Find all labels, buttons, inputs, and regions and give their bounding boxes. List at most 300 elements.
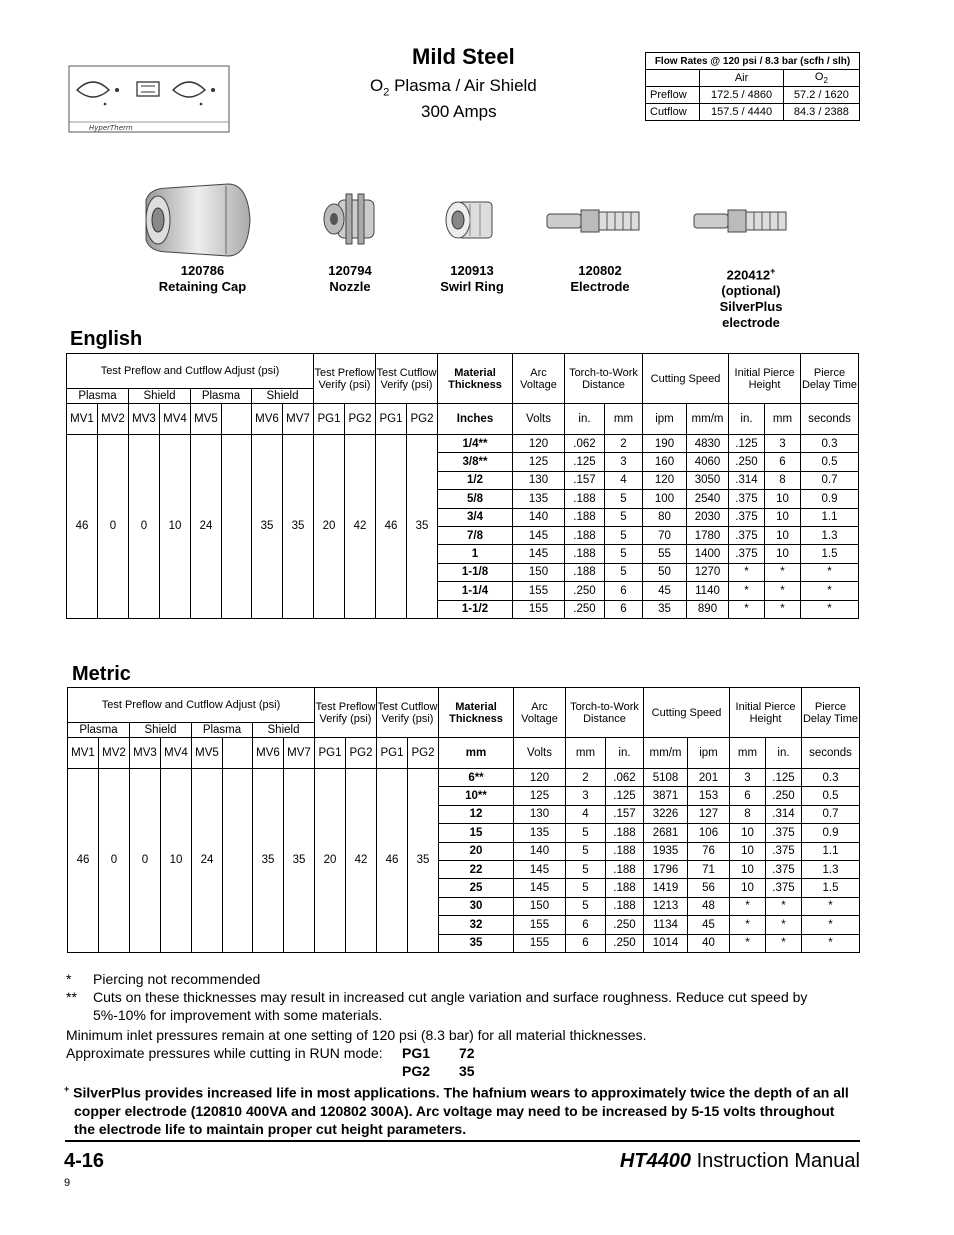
valve-header-pg1: PG1 [377,738,408,769]
data-cell: * [802,934,860,952]
unit-u_s1: ipm [643,404,687,435]
cutting-speed-header: Cutting Speed [644,688,730,738]
valve-setting-cut_pg1: 46 [376,435,407,619]
data-cell: * [801,563,859,581]
data-cell: * [765,563,801,581]
data-cell: .250 [606,916,644,934]
note-double-asterisk: ** Cuts on these thicknesses may result in increased cut angle variation and surface roughness. Reduce cut speed by 5%-10% for improvement with some materials. [66,989,808,1023]
data-cell: .125 [606,787,644,805]
data-cell: .157 [565,471,605,489]
thickness-cell: 3/4 [438,508,513,526]
data-cell: 10 [765,508,801,526]
data-cell: 10 [730,824,766,842]
data-cell: .375 [766,824,802,842]
thickness-cell: 1-1/8 [438,563,513,581]
data-cell: 6 [605,600,643,618]
data-cell: 10 [765,490,801,508]
data-cell: * [730,916,766,934]
data-cell: .375 [729,526,765,544]
shield-group-header: Shield [130,723,192,738]
data-cell: .188 [606,897,644,915]
valve-setting-mv7: 35 [283,435,314,619]
data-cell: 130 [513,471,565,489]
data-cell: .314 [729,471,765,489]
valve-setting-mv4: 10 [160,435,191,619]
data-cell: 5108 [644,769,688,787]
data-cell: 2540 [687,490,729,508]
unit-u_p1: in. [729,404,765,435]
data-cell: 10 [765,526,801,544]
retaining-cap-image [138,180,253,260]
data-cell: .062 [565,435,605,453]
plasma-group-header: Plasma [67,389,129,404]
data-cell: * [766,934,802,952]
thickness-cell: 7/8 [438,526,513,544]
data-cell: 70 [643,526,687,544]
blank-header [222,404,252,435]
data-cell: 6 [605,582,643,600]
metric-cut-chart-table [67,687,860,953]
data-cell: 0.9 [801,490,859,508]
part-electrode: 120802 Electrode [570,263,630,294]
nozzle-image [318,190,388,248]
part-retaining-cap: 120786 Retaining Cap [158,263,247,294]
thickness-cell: 1-1/2 [438,600,513,618]
thickness-cell: 20 [439,842,514,860]
adjust-header: Test Preflow and Cutflow Adjust (psi) [68,688,315,723]
data-cell: 4 [605,471,643,489]
pg1-label: PG1 [402,1045,431,1061]
data-cell: * [801,582,859,600]
data-cell: 1.1 [801,508,859,526]
data-cell: .375 [729,545,765,563]
data-cell: 4830 [687,435,729,453]
data-cell: .250 [729,453,765,471]
data-cell: 48 [688,897,730,915]
data-cell: 5 [605,526,643,544]
valve-setting-pre_pg1: 20 [314,435,345,619]
test-preflow-header: Test Preflow Verify (psi) [315,688,377,738]
data-cell: 145 [514,879,566,897]
pierce-delay-header: Pierce Delay Time [801,354,859,404]
unit-u_p1: mm [730,738,766,769]
data-cell: 5 [566,824,606,842]
data-cell: 3871 [644,787,688,805]
silverplus-electrode-image [690,204,790,236]
data-cell: 1014 [644,934,688,952]
data-cell: * [729,563,765,581]
thickness-cell: 5/8 [438,490,513,508]
data-cell: 150 [514,897,566,915]
thickness-cell: 15 [439,824,514,842]
data-cell: 1134 [644,916,688,934]
data-cell: 1.3 [802,860,860,878]
data-cell: * [730,934,766,952]
flow-cell: 84.3 / 2388 [783,104,859,121]
shield-group-header: Shield [252,389,314,404]
data-cell: 0.5 [802,787,860,805]
flow-cell: 172.5 / 4860 [700,87,783,104]
valve-header-pg2: PG2 [346,738,377,769]
data-cell: 1270 [687,563,729,581]
thickness-cell: 10** [439,787,514,805]
valve-setting-mv4: 10 [161,769,192,953]
flow-cell: 157.5 / 4440 [700,104,783,121]
pierce-delay-header: Pierce Delay Time [802,688,860,738]
thickness-cell: 3/8** [438,453,513,471]
valve-header-mv4: MV4 [160,404,191,435]
valve-setting-mv1: 46 [67,435,98,619]
valve-setting-cut_pg2: 35 [407,435,438,619]
page-number: 4-16 [64,1150,105,1172]
data-cell: 160 [643,453,687,471]
thickness-cell: 30 [439,897,514,915]
data-cell: * [802,916,860,934]
data-cell: * [766,897,802,915]
data-cell: 120 [513,435,565,453]
amps-subtitle: 300 Amps [421,102,497,121]
unit-u_p2: mm [765,404,801,435]
pierce-height-header: Initial Pierce Height [729,354,801,404]
data-cell: 120 [514,769,566,787]
data-cell: 153 [688,787,730,805]
data-cell: 6 [566,916,606,934]
thickness-cell: 1-1/4 [438,582,513,600]
valve-header-mv2: MV2 [99,738,130,769]
data-cell: 4 [566,805,606,823]
data-cell: * [730,897,766,915]
data-cell: 145 [513,526,565,544]
metric-heading: Metric [72,663,131,685]
valve-setting-mv3: 0 [130,769,161,953]
data-cell: .250 [606,934,644,952]
valve-header-mv2: MV2 [98,404,129,435]
data-cell: 135 [514,824,566,842]
data-cell: 140 [513,508,565,526]
data-cell: 1.5 [802,879,860,897]
data-cell: .375 [729,490,765,508]
valve-setting-mv5: 24 [191,435,222,619]
data-cell: .188 [565,526,605,544]
unit-u_d2: mm [605,404,643,435]
arc-voltage-header: Arc Voltage [513,354,565,404]
data-cell: 10 [765,545,801,563]
unit-thickness: Inches [438,404,513,435]
data-cell: * [801,600,859,618]
plasma-group-header: Plasma [192,723,253,738]
valve-setting-pre_pg2: 42 [345,435,376,619]
flow-rates-table [645,52,860,121]
pg2-value: 35 [459,1063,475,1079]
data-cell: 135 [513,490,565,508]
data-cell: 2 [566,769,606,787]
unit-u_t: seconds [801,404,859,435]
data-cell: 45 [688,916,730,934]
unit-u_t: seconds [802,738,860,769]
valve-setting-pre_pg1: 20 [315,769,346,953]
valve-header-mv3: MV3 [129,404,160,435]
data-cell: * [766,916,802,934]
data-cell: 80 [643,508,687,526]
data-cell: 3 [765,435,801,453]
data-cell: .157 [606,805,644,823]
data-cell: .250 [565,600,605,618]
flow-col-air: Air [700,70,783,87]
data-cell: 1935 [644,842,688,860]
data-cell: .188 [606,824,644,842]
torch-distance-header: Torch-to-Work Distance [565,354,643,404]
blank-cell [223,769,253,953]
note-min-inlet: Minimum inlet pressures remain at one setting of 120 psi (8.3 bar) for all material thicknesses. [66,1027,647,1043]
valve-header-pg2: PG2 [408,738,439,769]
thickness-cell: 25 [439,879,514,897]
valve-setting-mv1: 46 [68,769,99,953]
thickness-cell: 1 [438,545,513,563]
valve-setting-mv2: 0 [99,769,130,953]
table-row [68,769,860,787]
data-cell: 3226 [644,805,688,823]
data-cell: 106 [688,824,730,842]
data-cell: 125 [514,787,566,805]
data-cell: 155 [513,600,565,618]
flow-rates-title: Flow Rates @ 120 psi / 8.3 bar (scfh / slh) [646,53,860,70]
valve-header-pg1: PG1 [376,404,407,435]
data-cell: 45 [643,582,687,600]
data-cell: * [765,582,801,600]
data-cell: 1419 [644,879,688,897]
data-cell: 2681 [644,824,688,842]
data-cell: * [729,600,765,618]
data-cell: 1213 [644,897,688,915]
data-cell: 35 [643,600,687,618]
data-cell: .125 [729,435,765,453]
flow-row-label: Cutflow [646,104,700,121]
valve-header-pg2: PG2 [407,404,438,435]
shield-group-header: Shield [129,389,191,404]
unit-thickness: mm [439,738,514,769]
data-cell: 71 [688,860,730,878]
data-cell: 190 [643,435,687,453]
thickness-cell: 22 [439,860,514,878]
data-cell: 0.7 [801,471,859,489]
data-cell: 890 [687,600,729,618]
data-cell: 10 [730,842,766,860]
data-cell: 1.5 [801,545,859,563]
test-preflow-header: Test Preflow Verify (psi) [314,354,376,404]
blank-header [223,738,253,769]
data-cell: 6 [765,453,801,471]
unit-u_d2: in. [606,738,644,769]
thickness-cell: 32 [439,916,514,934]
flow-col-o2: $O_2$ [783,70,859,87]
part-silverplus-electrode: 220412+ (optional) SilverPlus electrode [719,266,783,331]
thickness-cell: 35 [439,934,514,952]
data-cell: 5 [605,563,643,581]
arc-voltage-header: Arc Voltage [514,688,566,738]
shield-group-header: Shield [253,723,315,738]
data-cell: 5 [566,879,606,897]
valve-setting-mv5: 24 [192,769,223,953]
material-thickness-header: Material Thickness [439,688,514,738]
data-cell: 145 [514,860,566,878]
valve-setting-cut_pg1: 46 [377,769,408,953]
english-heading: English [70,328,143,350]
data-cell: 3050 [687,471,729,489]
unit-u_s2: mm/m [687,404,729,435]
data-cell: 3 [566,787,606,805]
data-cell: 155 [514,916,566,934]
data-cell: 1.1 [802,842,860,860]
data-cell: .062 [606,769,644,787]
data-cell: .375 [766,842,802,860]
data-cell: .125 [766,769,802,787]
data-cell: .188 [606,842,644,860]
data-cell: 5 [566,842,606,860]
unit-u_d1: mm [566,738,606,769]
gas-subtitle: $O_2$ Plasma / Air Shield [370,76,537,99]
data-cell: 3 [730,769,766,787]
valve-setting-mv3: 0 [129,435,160,619]
data-cell: .188 [565,508,605,526]
data-cell: 5 [605,490,643,508]
part-swirl-ring: 120913 Swirl Ring [440,263,504,294]
flow-cell: 57.2 / 1620 [783,87,859,104]
unit-u_p2: in. [766,738,802,769]
data-cell: 0.3 [802,769,860,787]
data-cell: 5 [605,545,643,563]
data-cell: 0.3 [801,435,859,453]
data-cell: 0.5 [801,453,859,471]
data-cell: 3 [605,453,643,471]
valve-header-mv3: MV3 [130,738,161,769]
flow-row-label: Preflow [646,87,700,104]
pg2-label: PG2 [402,1063,431,1079]
data-cell: * [729,582,765,600]
valve-header-pg1: PG1 [315,738,346,769]
data-cell: 5 [566,860,606,878]
valve-header-mv7: MV7 [283,404,314,435]
data-cell: 140 [514,842,566,860]
unit-u_d1: in. [565,404,605,435]
note-asterisk: * Piercing not recommended [66,971,261,987]
part-nozzle: 120794 Nozzle [328,263,372,294]
data-cell: 56 [688,879,730,897]
data-cell: 150 [513,563,565,581]
data-cell: 5 [566,897,606,915]
data-cell: 155 [513,582,565,600]
data-cell: 120 [643,471,687,489]
note-silverplus: + SilverPlus provides increased life in most applications. The hafnium wears to approximately twice the depth of an all copper electrode (120810 400VA and 120802 300A). Arc voltage may need to be increased by 5-15 volts throughout the electrode life to maintain proper cut height parameters. [64,1084,849,1137]
valve-setting-mv6: 35 [252,435,283,619]
valve-header-mv6: MV6 [253,738,284,769]
data-cell: 6 [730,787,766,805]
english-cut-chart-table [66,353,859,619]
valve-header-mv1: MV1 [67,404,98,435]
valve-header-mv5: MV5 [191,404,222,435]
torch-distance-header: Torch-to-Work Distance [566,688,644,738]
data-cell: 2030 [687,508,729,526]
data-cell: 40 [688,934,730,952]
data-cell: * [802,897,860,915]
thickness-cell: 1/4** [438,435,513,453]
logo-text: HyperTherm [89,124,133,132]
data-cell: 1780 [687,526,729,544]
data-cell: .188 [565,490,605,508]
valve-header-mv1: MV1 [68,738,99,769]
cutting-speed-header: Cutting Speed [643,354,729,404]
data-cell: .250 [565,582,605,600]
data-cell: 1140 [687,582,729,600]
table-row [67,435,859,453]
data-cell: .188 [565,545,605,563]
data-cell: 201 [688,769,730,787]
unit-u_volts: Volts [514,738,566,769]
data-cell: .188 [606,860,644,878]
data-cell: 6 [566,934,606,952]
data-cell: .375 [729,508,765,526]
plasma-group-header: Plasma [68,723,130,738]
valve-header-mv4: MV4 [161,738,192,769]
data-cell: 1.3 [801,526,859,544]
adjust-header: Test Preflow and Cutflow Adjust (psi) [67,354,314,389]
pierce-height-header: Initial Pierce Height [730,688,802,738]
manual-title: HT4400 Instruction Manual [619,1150,860,1172]
data-cell: 8 [765,471,801,489]
data-cell: * [765,600,801,618]
valve-setting-cut_pg2: 35 [408,769,439,953]
electrode-image [543,204,643,236]
data-cell: 1400 [687,545,729,563]
data-cell: 10 [730,860,766,878]
blank-cell [222,435,252,619]
valve-setting-mv6: 35 [253,769,284,953]
data-cell: 0.7 [802,805,860,823]
data-cell: 0.9 [802,824,860,842]
valve-header-mv5: MV5 [192,738,223,769]
note-approx-pressures: Approximate pressures while cutting in RUN mode: [66,1045,383,1061]
valve-header-mv6: MV6 [252,404,283,435]
thickness-cell: 12 [439,805,514,823]
material-thickness-header: Material Thickness [438,354,513,404]
data-cell: 130 [514,805,566,823]
data-cell: 76 [688,842,730,860]
page-title: Mild Steel [412,44,515,69]
test-cutflow-header: Test Cutflow Verify (psi) [376,354,438,404]
plasma-group-header: Plasma [191,389,252,404]
unit-u_volts: Volts [513,404,565,435]
data-cell: 50 [643,563,687,581]
data-cell: .250 [766,787,802,805]
data-cell: 10 [730,879,766,897]
data-cell: 125 [513,453,565,471]
data-cell: 145 [513,545,565,563]
data-cell: .375 [766,879,802,897]
data-cell: .125 [565,453,605,471]
data-cell: 1796 [644,860,688,878]
data-cell: 155 [514,934,566,952]
data-cell: 8 [730,805,766,823]
valve-setting-mv7: 35 [284,769,315,953]
data-cell: 100 [643,490,687,508]
valve-setting-mv2: 0 [98,435,129,619]
footer-rule [65,1140,860,1142]
data-cell: 2 [605,435,643,453]
data-cell: 5 [605,508,643,526]
thickness-cell: 1/2 [438,471,513,489]
valve-header-pg1: PG1 [314,404,345,435]
data-cell: .188 [606,879,644,897]
valve-header-mv7: MV7 [284,738,315,769]
